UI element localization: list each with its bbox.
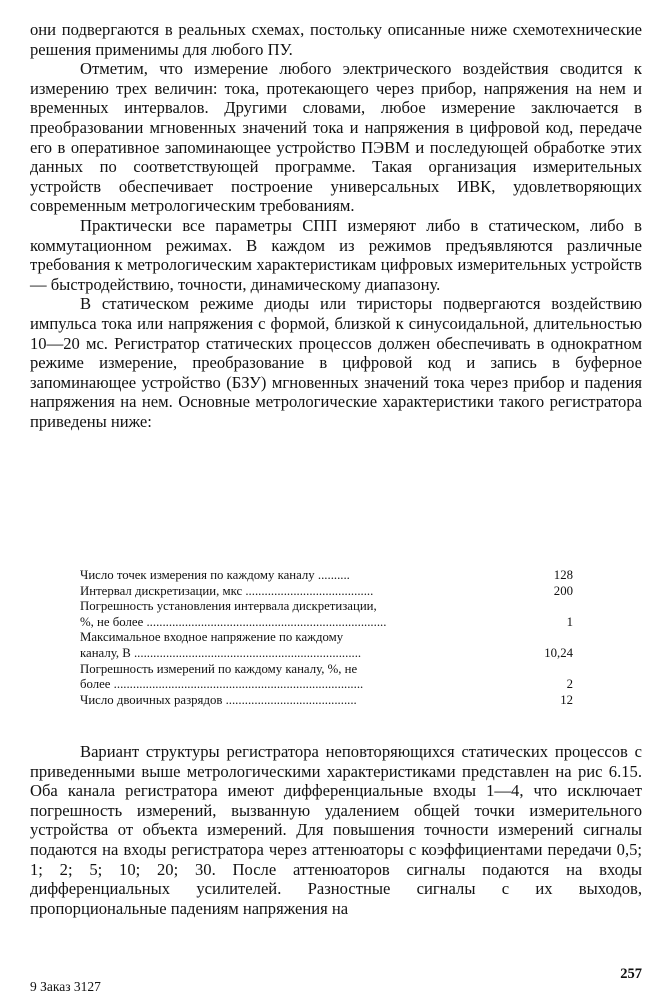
- spec-value: 1: [566, 614, 573, 629]
- paragraph-modes: Практически все параметры СПП измеряют либо в статическом, либо в коммутационном режимах. В каждом из режимов предъявляются различные требования к метрологическим характеристикам цифровых измерительных устройств — быстродействию, точности, динамическому диапазону.: [30, 215, 642, 294]
- page-number: 257: [620, 966, 642, 982]
- spec-value: 128: [553, 568, 573, 582]
- specs-list: [80, 568, 585, 708]
- spec-label: Погрешность измерений по каждому каналу, %, не: [80, 661, 358, 676]
- main-text-top: [30, 20, 642, 431]
- spec-label: более ..............................................................................: [80, 677, 364, 692]
- spec-value: 12: [560, 692, 573, 707]
- spec-value: 10,24: [544, 645, 573, 660]
- paragraph-static-mode: В статическом режиме диоды или тиристоры подвергаются воздействию импульса тока или напряжения с формой, близкой к синусоидальной, длительностью 10—20 мс. Регистратор статических процессов должен обеспечивать в однократном режиме измерение, преобразование в цифровой код и запись в буферное запоминающее устройство (БЗУ) мгновенных значений тока через прибор и падения напряжения на нем. Основные метрологические характеристики такого регистратора приведены ниже:: [30, 294, 642, 431]
- spec-label: каналу, В .......................................................................: [80, 645, 362, 660]
- spec-row: [80, 584, 585, 600]
- main-text-bottom: [30, 742, 642, 918]
- spec-label: Интервал дискретизации, мкс ........................................: [80, 583, 374, 598]
- spec-row: [80, 693, 585, 709]
- spec-row: [80, 568, 585, 584]
- spec-label: %, не более ...........................................................................: [80, 614, 387, 629]
- spec-label: Погрешность установления интервала дискретизации,: [80, 599, 377, 614]
- spec-row: [80, 646, 585, 662]
- spec-row: [80, 630, 585, 646]
- paragraph-continuation: они подвергаются в реальных схемах, постольку описанные ниже схемотехнические решения применимы для любого ПУ.: [30, 20, 642, 59]
- spec-label: Число двоичных разрядов .........................................: [80, 692, 357, 707]
- spec-row: [80, 662, 585, 678]
- spec-value: 2: [566, 677, 573, 692]
- spec-label: Число точек измерения по каждому каналу ..........: [80, 568, 350, 582]
- paragraph-structure: Вариант структуры регистратора неповторяющихся статических процессов с приведенными выше метрологическими характеристиками представлен на рис 6.15. Оба канала регистратора имеют дифференциальные входы 1—4, что исключает погрешность измерений, вызванную удалением общей точки измерительного устройства от объекта измерений. Для повышения точности измерений сигналы подаются на входы регистратора через аттенюаторы с коэффициентами передачи 0,5; 1; 2; 5; 10; 20; 30. После аттенюаторов сигналы подаются на входы дифференциальных усилителей. Разностные сигналы с их выходов, пропорциональные падениям напряжения на: [30, 742, 642, 918]
- spec-row: [80, 615, 585, 631]
- signature-mark: 9 Заказ 3127: [30, 979, 101, 994]
- spec-row: [80, 599, 585, 615]
- spec-value: 200: [553, 583, 573, 598]
- paragraph-measurement: Отметим, что измерение любого электрического воздействия сводится к измерению трех величин: тока, протекающего через прибор, напряжения на нем и временных интервалов. Другими словами, любое измерение заключается в преобразовании мгновенных значений тока и напряжения в цифровой код, передаче его в оперативное запоминающее устройство ПЭВМ и последующей обработке этих данных по соответствующей программе. Такая организация измерительных устройств обеспечивает построение универсальных ИВК, удовлетворяющих современным метрологическим требованиям.: [30, 59, 642, 216]
- spec-label: Максимальное входное напряжение по каждому: [80, 630, 344, 645]
- spec-row: [80, 677, 585, 693]
